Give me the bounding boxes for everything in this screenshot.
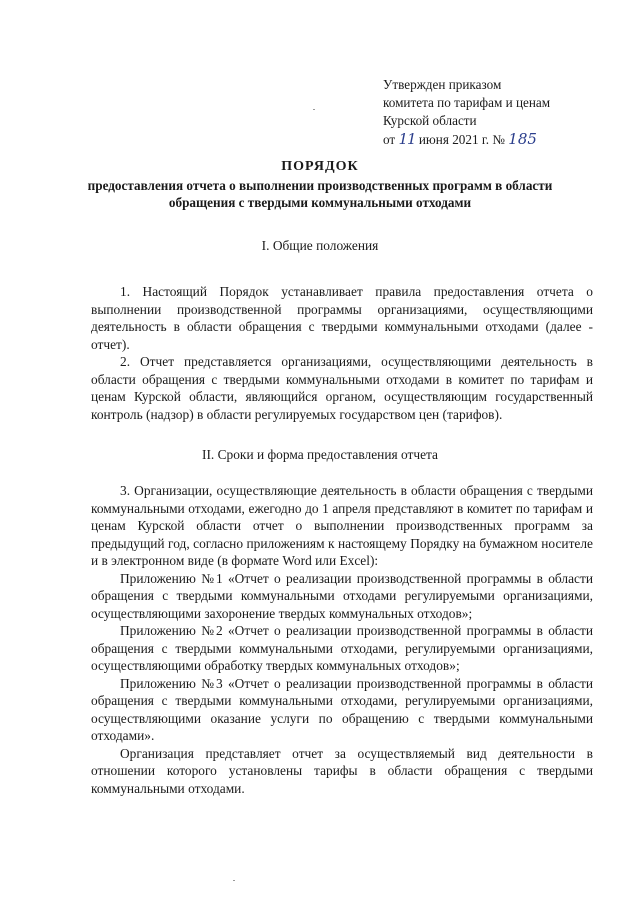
approval-line-1: Утвержден приказом	[383, 77, 502, 92]
paragraph: Приложению №3 «Отчет о реализации производственной программы в области обращения с твердыми коммунальными отходами, регулируемыми организациями, осуществляющими оказание услуги по обращению с твердыми коммунальными отходами».	[91, 675, 593, 743]
paragraph: 3. Организации, осуществляющие деятельность в области обращения с твердыми коммунальными отходами, ежегодно до 1 апреля представляют в комитет по тарифам и ценам Курской области отчет о выполнении производственных программ за предыдущий год, согласно приложениям к настоящему Порядку на бумажном носителе и в электронном виде (в формате Word или Excel):	[91, 483, 593, 568]
date-day-handwritten: 11	[398, 130, 416, 148]
paragraph: 2. Отчет представляется организациями, осуществляющими деятельность в области обращения с твердыми коммунальными отходами в комитет по тарифам и ценам Курской области, являющийся органом, осуществляющим государственный контроль (надзор) в области регулируемых государством цен (тарифов).	[91, 354, 593, 422]
order-number-handwritten: 185	[508, 130, 537, 148]
paragraph: Приложению №1 «Отчет о реализации производственной программы в области обращения с твердыми коммунальными отходами регулируемыми организациями, осуществляющими захоронение твердых коммунальных отходов»;	[91, 570, 593, 621]
document-title	[60, 157, 580, 211]
section-1-heading: I. Общие положения	[261, 238, 379, 253]
scan-speck	[233, 880, 235, 881]
section-2-body	[91, 482, 593, 797]
approval-block	[383, 76, 550, 149]
paragraph: 1. Настоящий Порядок устанавливает правила предоставления отчета о выполнении производственной программы организациями, осуществляющими деятельность в области обращения с твердыми коммунальными отходами (далее - отчет).	[91, 284, 593, 352]
approval-line-2: комитета по тарифам и ценам	[383, 95, 551, 110]
scan-speck	[313, 109, 315, 110]
date-rest: июня 2021 г. №	[418, 132, 505, 147]
approval-line-3: Курской области	[383, 113, 477, 128]
title-subtitle: предоставления отчета о выполнении производственных программ в области обращения с твердыми коммунальными отходами	[87, 178, 553, 210]
title-main: ПОРЯДОК	[281, 159, 359, 174]
section-2-heading: II. Сроки и форма предоставления отчета	[202, 447, 438, 462]
paragraph: Организация представляет отчет за осуществляемый вид деятельности в отношении которого установлены тарифы в области обращения с твердыми коммунальными отходами.	[91, 745, 593, 796]
paragraph: Приложению №2 «Отчет о реализации производственной программы в области обращения с твердыми коммунальными отходами, регулируемыми организациями, осуществляющими обработку твердых коммунальных отходов»;	[91, 623, 593, 673]
date-prefix: от	[383, 132, 396, 147]
section-1-body	[91, 283, 593, 423]
approval-date-line	[383, 130, 550, 149]
